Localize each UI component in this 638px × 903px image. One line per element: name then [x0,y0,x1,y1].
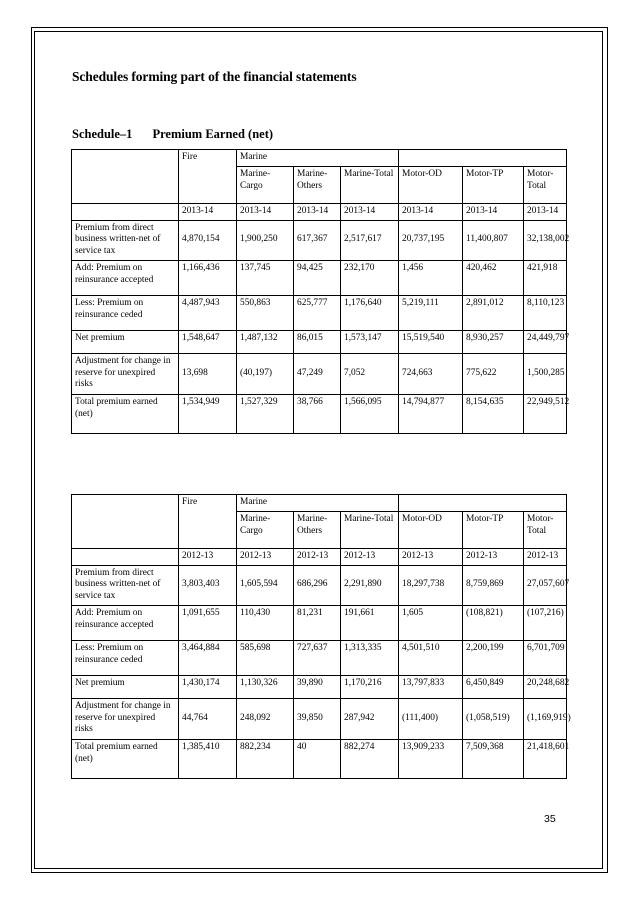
value-cell: 775,622 [463,353,524,394]
value-cell: 724,663 [399,353,463,394]
value-cell: 1,527,329 [237,394,294,433]
year-blank [72,203,179,220]
value-cell: 2,291,890 [341,565,399,605]
page-heading: Schedules forming part of the financial statements [72,69,357,84]
year-cell: 2013-14 [294,203,341,220]
value-cell: 15,519,540 [399,330,463,353]
value-cell: 4,501,510 [399,640,463,675]
value-cell: 13,698 [179,353,237,394]
value-cell: 8,110,123 [524,295,567,330]
year-cell: 2013-14 [463,203,524,220]
row-label: Premium from direct business written-net of service tax [72,220,179,260]
table-row [72,260,567,295]
value-cell: 13,909,233 [399,739,463,778]
value-cell: 727,637 [294,640,341,675]
header-blank [72,511,179,548]
value-cell: (1,058,519) [463,698,524,739]
header-row-sub [72,166,567,203]
value-cell: 32,138,002 [524,220,567,260]
header-fire: Fire [179,495,237,512]
header-marine-others: Marine-Others [294,166,341,203]
header-row-lob [72,150,567,167]
value-cell: 5,219,111 [399,295,463,330]
value-cell: 44,764 [179,698,237,739]
table-row [72,394,567,433]
row-label: Net premium [72,330,179,353]
value-cell: 1,130,326 [237,675,294,698]
value-cell: 39,890 [294,675,341,698]
year-row [72,548,567,565]
value-cell: 8,759,869 [463,565,524,605]
header-row-sub [72,511,567,548]
value-cell: 7,509,368 [463,739,524,778]
year-cell: 2013-14 [341,203,399,220]
value-cell: 14,794,877 [399,394,463,433]
header-motor-blank [399,150,567,167]
value-cell: 3,464,884 [179,640,237,675]
row-label: Premium from direct business written-net of service tax [72,565,179,605]
year-cell: 2013-14 [179,203,237,220]
header-fire: Fire [179,150,237,167]
row-label: Add: Premium on reinsurance accepted [72,260,179,295]
value-cell: 1,566,095 [341,394,399,433]
value-cell: 24,449,797 [524,330,567,353]
year-cell: 2012-13 [237,548,294,565]
header-marine-others: Marine-Others [294,511,341,548]
value-cell: 1,166,436 [179,260,237,295]
value-cell: 110,430 [237,605,294,640]
value-cell: 11,400,807 [463,220,524,260]
header-blank [179,166,237,203]
year-blank [72,548,179,565]
value-cell: 1,573,147 [341,330,399,353]
premium-table-2012-13 [71,494,571,779]
value-cell: 882,274 [341,739,399,778]
value-cell: 625,777 [294,295,341,330]
header-row-lob [72,495,567,512]
value-cell: 1,605 [399,605,463,640]
value-cell: 8,154,635 [463,394,524,433]
header-marine-cargo: Marine-Cargo [237,511,294,548]
value-cell: 882,234 [237,739,294,778]
value-cell: 1,900,250 [237,220,294,260]
value-cell: (108,821) [463,605,524,640]
value-cell: 1,091,655 [179,605,237,640]
value-cell: 47,249 [294,353,341,394]
value-cell: 287,942 [341,698,399,739]
row-label: Adjustment for change in reserve for unexpired risks [72,698,179,739]
value-cell: 1,456 [399,260,463,295]
value-cell: 4,487,943 [179,295,237,330]
value-cell: 686,296 [294,565,341,605]
value-cell: 1,176,640 [341,295,399,330]
schedule-name: Premium Earned (net) [152,127,274,141]
value-cell: 81,231 [294,605,341,640]
value-cell: 232,170 [341,260,399,295]
value-cell: 1,500,285 [524,353,567,394]
header-marine-total: Marine-Total [341,166,399,203]
row-label: Adjustment for change in reserve for unexpired risks [72,353,179,394]
page-number: 35 [544,813,556,825]
premium-table-2013-14 [71,149,570,434]
header-motor-blank [399,495,567,512]
value-cell: 94,425 [294,260,341,295]
value-cell: 2,200,199 [463,640,524,675]
header-blank [72,166,179,203]
value-cell: 13,797,833 [399,675,463,698]
value-cell: 248,092 [237,698,294,739]
value-cell: 4,870,154 [179,220,237,260]
value-cell: 21,418,601 [524,739,567,778]
value-cell: 1,548,647 [179,330,237,353]
value-cell: 137,745 [237,260,294,295]
value-cell: 22,949,512 [524,394,567,433]
table-row [72,675,567,698]
row-label: Less: Premium on reinsurance ceded [72,295,179,330]
table-row [72,295,567,330]
value-cell: 1,385,410 [179,739,237,778]
table-row [72,739,567,778]
value-cell: 20,248,682 [524,675,567,698]
value-cell: 39,850 [294,698,341,739]
value-cell: 38,766 [294,394,341,433]
value-cell: 1,170,216 [341,675,399,698]
value-cell: 40 [294,739,341,778]
header-blank [179,511,237,548]
row-label: Add: Premium on reinsurance accepted [72,605,179,640]
table-row [72,220,567,260]
year-cell: 2012-13 [294,548,341,565]
schedule-number: Schedule–1 [72,127,133,141]
value-cell: 2,891,012 [463,295,524,330]
year-cell: 2012-13 [399,548,463,565]
value-cell: (1,169,919) [524,698,567,739]
value-cell: 1,487,132 [237,330,294,353]
year-cell: 2012-13 [179,548,237,565]
value-cell: 20,737,195 [399,220,463,260]
value-cell: 27,057,607 [524,565,567,605]
value-cell: 585,698 [237,640,294,675]
row-label: Total premium earned (net) [72,394,179,433]
table-row [72,330,567,353]
year-cell: 2013-14 [524,203,567,220]
header-motor-od: Motor-OD [399,166,463,203]
header-motor-total: Motor-Total [524,511,567,548]
header-blank [72,150,179,167]
value-cell: 1,605,594 [237,565,294,605]
schedule-title [72,127,273,142]
year-row [72,203,567,220]
value-cell: 420,462 [463,260,524,295]
table-row [72,698,567,739]
value-cell: (111,400) [399,698,463,739]
header-marine: Marine [237,495,399,512]
value-cell: 1,534,949 [179,394,237,433]
value-cell: 3,803,403 [179,565,237,605]
value-cell: 2,517,617 [341,220,399,260]
value-cell: 191,661 [341,605,399,640]
value-cell: 1,313,335 [341,640,399,675]
header-motor-od: Motor-OD [399,511,463,548]
header-motor-total: Motor-Total [524,166,567,203]
year-cell: 2012-13 [524,548,567,565]
value-cell: 18,297,738 [399,565,463,605]
value-cell: (107,216) [524,605,567,640]
value-cell: 8,930,257 [463,330,524,353]
header-motor-tp: Motor-TP [463,511,524,548]
table-row [72,565,567,605]
year-cell: 2012-13 [341,548,399,565]
year-cell: 2012-13 [463,548,524,565]
value-cell: (40,197) [237,353,294,394]
row-label: Total premium earned (net) [72,739,179,778]
value-cell: 550,863 [237,295,294,330]
header-motor-tp: Motor-TP [463,166,524,203]
value-cell: 617,367 [294,220,341,260]
table-row [72,605,567,640]
table-row [72,640,567,675]
value-cell: 7,052 [341,353,399,394]
year-cell: 2013-14 [237,203,294,220]
value-cell: 6,701,709 [524,640,567,675]
value-cell: 1,430,174 [179,675,237,698]
row-label: Less: Premium on reinsurance ceded [72,640,179,675]
value-cell: 421,918 [524,260,567,295]
header-blank [72,495,179,512]
year-cell: 2013-14 [399,203,463,220]
table-row [72,353,567,394]
header-marine: Marine [237,150,399,167]
header-marine-cargo: Marine-Cargo [237,166,294,203]
row-label: Net premium [72,675,179,698]
value-cell: 86,015 [294,330,341,353]
header-marine-total: Marine-Total [341,511,399,548]
value-cell: 6,450,849 [463,675,524,698]
